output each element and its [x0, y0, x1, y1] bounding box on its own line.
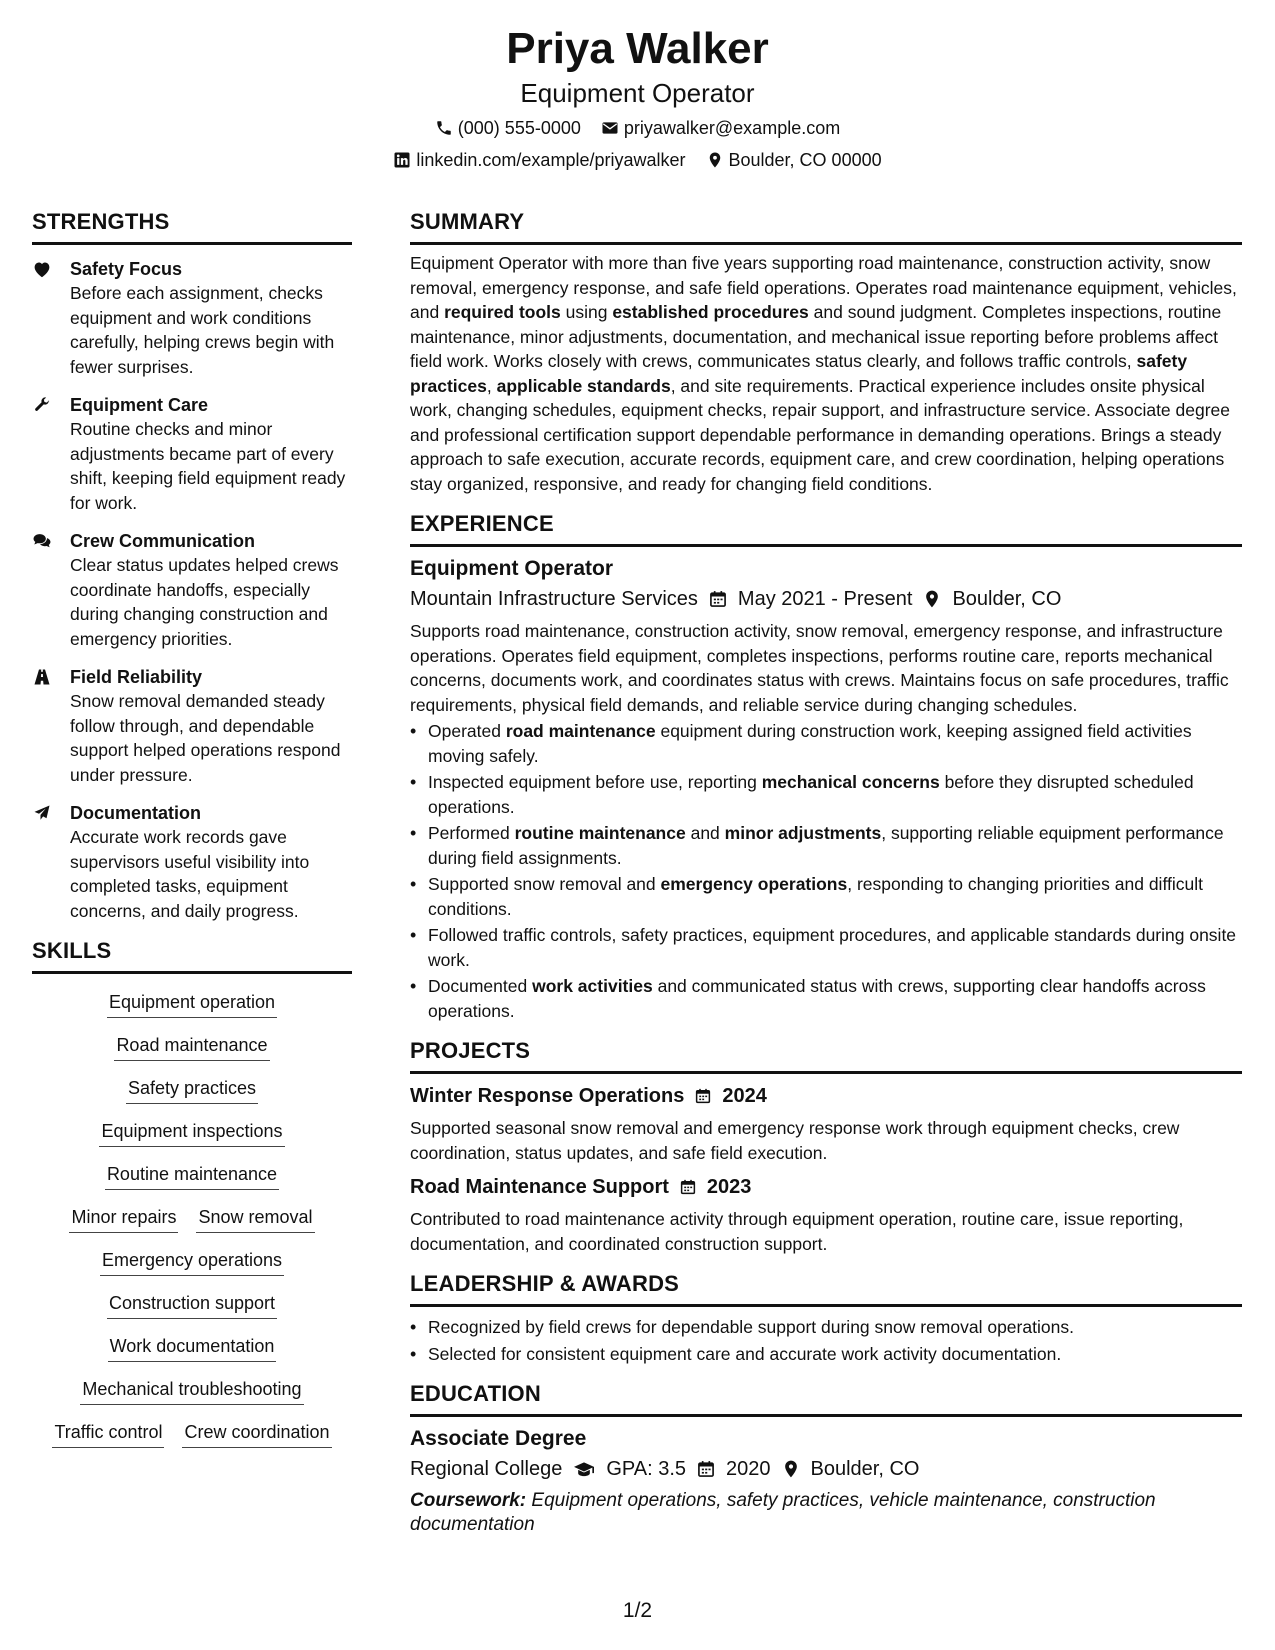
coursework-label: Coursework:: [410, 1490, 527, 1511]
job-bullet: [410, 923, 1242, 972]
project-title-row: [410, 1173, 1242, 1201]
strength-desc: Snow removal demanded steady follow through, and dependable support helped operations respond under pressure.: [70, 691, 341, 785]
text-run: ,: [486, 375, 497, 396]
email-text[interactable]: priyawalker@example.com: [623, 118, 841, 138]
project-desc: Contributed to road maintenance activity through equipment operation, routine care, issue reporting, documentation, and coordinated construction support.: [410, 1209, 1184, 1254]
strengths-section: [32, 208, 352, 923]
skill-tag: Construction support: [107, 1291, 277, 1319]
experience-divider: [410, 544, 1242, 547]
summary-divider: [410, 242, 1242, 245]
phone-icon: [435, 119, 453, 137]
strength-title: Safety Focus: [70, 259, 183, 279]
contact-location: [706, 148, 882, 172]
skill-tag: Equipment operation: [107, 990, 277, 1018]
text-run: , responding to changing priorities and difficult conditions.: [428, 874, 1203, 919]
calendar-icon: [679, 1178, 697, 1196]
summary-section: [410, 208, 1242, 496]
project-item: [410, 1082, 1242, 1165]
experience-section: [410, 510, 1242, 1023]
strengths-heading: STRENGTHS: [32, 209, 170, 234]
strength-title: Field Reliability: [70, 667, 203, 687]
skill-row: [52, 1420, 331, 1448]
strengths-divider: [32, 242, 352, 245]
contact-row-2: [0, 148, 1275, 172]
experience-heading: EXPERIENCE: [410, 511, 554, 536]
text-run: and: [685, 823, 725, 843]
leadership-divider: [410, 1304, 1242, 1307]
job-description: Supports road maintenance, construction activity, snow removal, emergency response, and infrastructure operations. Operates field equipment, completes inspections, performs routine care, reports mechanical concerns, documents work, and coordinates status with crews. Maintains focus on safe procedures, traffic requirements, physical field demands, and reliable service during changing schedules.: [410, 621, 1229, 715]
leadership-item: • Selected for consistent equipment care and accurate work activity documentation.: [410, 1342, 1242, 1367]
heart-icon: [32, 257, 56, 379]
skill-tag: Routine maintenance: [105, 1162, 279, 1190]
phone-text: (000) 555-0000: [457, 118, 581, 138]
strength-desc: Routine checks and minor adjustments became part of every shift, keeping field equipment ready for work.: [70, 419, 346, 513]
skill-tag: Emergency operations: [100, 1248, 284, 1276]
projects-heading: PROJECTS: [410, 1038, 531, 1063]
paper-plane-icon: [32, 801, 56, 923]
skill-row: [99, 1119, 284, 1147]
skill-row: [114, 1033, 269, 1061]
linkedin-text[interactable]: linkedin.com/example/priyawalker: [416, 150, 686, 170]
skills-list: [32, 990, 352, 1463]
right-column: [410, 208, 1242, 1537]
resume-header: [0, 22, 1275, 172]
contact-row-1: [0, 116, 1275, 140]
text-run: Equipment Operator with more than five years supporting road maintenance, construction activity, snow removal, emergency response, and safe field operations. Operates road maintenance equipment, vehicles, and: [410, 253, 1237, 322]
skill-tag: Mechanical troubleshooting: [80, 1377, 303, 1405]
strength-desc: Before each assignment, checks equipment and work conditions carefully, helping crews begin with fewer surprises.: [70, 283, 335, 377]
job-bullets: [410, 719, 1242, 1023]
map-pin-icon: [706, 151, 724, 169]
calendar-icon: [708, 589, 728, 609]
skill-row: [69, 1205, 314, 1233]
text-run: Operated: [428, 721, 506, 741]
job-bullet: [410, 770, 1242, 819]
calendar-icon: [694, 1087, 712, 1105]
left-column: [32, 208, 352, 1463]
candidate-title: Equipment Operator: [520, 78, 755, 108]
strength-item: [32, 257, 352, 379]
bold-text: mechanical concerns: [761, 772, 940, 792]
text-run: , supporting reliable equipment performance during field assignments.: [428, 823, 1224, 868]
strength-title: Documentation: [70, 803, 202, 823]
page-number: 1/2: [622, 1599, 653, 1622]
project-item: [410, 1173, 1242, 1256]
graduation-cap-icon: [572, 1459, 596, 1479]
bold-text: safety practices: [410, 351, 1188, 396]
job-title: Equipment Operator: [410, 557, 614, 580]
project-year: 2024: [722, 1085, 767, 1107]
text-run: Supported snow removal and: [428, 874, 661, 894]
job-dates: May 2021 - Present: [737, 588, 913, 610]
leadership-heading: LEADERSHIP & AWARDS: [410, 1271, 680, 1296]
contact-phone: [435, 116, 581, 140]
text-run: equipment during construction work, keeping assigned field activities moving safely.: [428, 721, 1192, 766]
school-name: Regional College: [410, 1458, 563, 1480]
road-icon: [32, 665, 56, 787]
job-bullet: [410, 872, 1242, 921]
text-run: , and site requirements. Practical experience includes onsite physical work, changing schedules, equipment checks, repair support, and infrastructure service. Associate degree and professional certification support dependable performance in demanding operations. Brings a steady approach to safe execution, accurate records, equipment care, and crew coordination, helping operations stay organized, responsive, and ready for changing field conditions.: [410, 375, 1231, 494]
contact-linkedin[interactable]: [393, 148, 685, 172]
envelope-icon: [601, 119, 619, 137]
degree-title: Associate Degree: [410, 1427, 587, 1450]
map-pin-icon: [922, 589, 942, 609]
linkedin-icon: [393, 151, 411, 169]
text-run: Followed traffic controls, safety practices, equipment procedures, and applicable standards during onsite work.: [428, 925, 1237, 970]
bold-text: applicable standards: [496, 375, 671, 396]
project-desc: Supported seasonal snow removal and emergency response work through equipment checks, crew coordination, status updates, and safe field execution.: [410, 1118, 1180, 1163]
text-run: Inspected equipment before use, reporting: [428, 772, 762, 792]
candidate-name: Priya Walker: [506, 24, 769, 73]
skill-tag: Road maintenance: [114, 1033, 269, 1061]
skill-tag: Equipment inspections: [99, 1119, 284, 1147]
coursework-text: Equipment operations, safety practices, vehicle maintenance, construction documentation: [410, 1490, 1156, 1535]
skill-tag: Safety practices: [126, 1076, 258, 1104]
bold-text: emergency operations: [660, 874, 848, 894]
bold-text: minor adjustments: [724, 823, 882, 843]
bold-text: required tools: [444, 302, 561, 322]
skills-heading: SKILLS: [32, 938, 112, 963]
skill-row: [126, 1076, 258, 1104]
project-title-row: [410, 1082, 1242, 1110]
job-location: Boulder, CO: [952, 588, 1062, 610]
education-year: 2020: [726, 1458, 771, 1480]
skill-row: [100, 1248, 284, 1276]
strength-desc: Clear status updates helped crews coordinate handoffs, especially during changing construction and emergency priorities.: [70, 555, 339, 649]
leadership-item: • Recognized by field crews for dependable support during snow removal operations.: [410, 1315, 1242, 1340]
gpa-text: GPA: 3.5: [606, 1458, 686, 1480]
chat-icon: [32, 529, 56, 651]
strength-item: [32, 529, 352, 651]
text-run: and communicated status with crews, supporting clear handoffs across operations.: [428, 976, 1206, 1021]
project-title: Road Maintenance Support: [410, 1176, 669, 1198]
projects-divider: [410, 1071, 1242, 1074]
strength-title: Crew Communication: [70, 531, 256, 551]
skill-tag: Snow removal: [196, 1205, 314, 1233]
text-run: Performed: [428, 823, 515, 843]
calendar-icon: [696, 1459, 716, 1479]
strength-title: Equipment Care: [70, 395, 209, 415]
location-text: Boulder, CO 00000: [728, 150, 882, 170]
strength-item: [32, 801, 352, 923]
skill-row: [107, 990, 277, 1018]
skill-row: [80, 1377, 303, 1405]
education-section: [410, 1380, 1242, 1537]
text-run: before they disrupted scheduled operations.: [428, 772, 1194, 817]
skills-divider: [32, 971, 352, 974]
strength-item: [32, 665, 352, 787]
strengths-list: [32, 257, 352, 923]
skill-row: [108, 1334, 277, 1362]
bold-text: work activities: [532, 976, 653, 996]
project-title: Winter Response Operations: [410, 1085, 685, 1107]
projects-section: [410, 1037, 1242, 1256]
text-run: and sound judgment. Completes inspections, routine maintenance, minor adjustments, documentation, and mechanical issue reporting before problems affect field work. Works closely with crews, communicates status clearly, and follows traffic controls,: [410, 302, 1222, 371]
bold-text: established procedures: [612, 302, 809, 322]
company-name: Mountain Infrastructure Services: [410, 588, 698, 610]
skill-tag: Crew coordination: [182, 1420, 331, 1448]
skills-section: [32, 937, 352, 1463]
leadership-bullets: [410, 1315, 1242, 1366]
education-divider: [410, 1414, 1242, 1417]
job-bullet: [410, 821, 1242, 870]
skill-tag: Minor repairs: [69, 1205, 178, 1233]
contact-email[interactable]: [601, 116, 840, 140]
skill-tag: Work documentation: [108, 1334, 277, 1362]
strength-item: [32, 393, 352, 515]
job-bullet: [410, 974, 1242, 1023]
map-pin-icon: [781, 1459, 801, 1479]
education-location: Boulder, CO: [810, 1458, 920, 1480]
strength-desc: Accurate work records gave supervisors useful visibility into completed tasks, equipment concerns, and daily progress.: [70, 827, 310, 921]
project-year: 2023: [706, 1176, 752, 1198]
skill-tag: Traffic control: [52, 1420, 164, 1448]
education-heading: EDUCATION: [410, 1381, 541, 1406]
text-run: Documented: [428, 976, 533, 996]
coursework: [410, 1489, 1242, 1537]
summary-heading: SUMMARY: [410, 209, 525, 234]
skill-row: [105, 1162, 279, 1190]
wrench-icon: [32, 393, 56, 515]
bold-text: road maintenance: [505, 721, 656, 741]
text-run: using: [560, 302, 613, 322]
summary-text: [410, 251, 1242, 496]
job-bullet: [410, 719, 1242, 768]
skill-row: [107, 1291, 277, 1319]
bold-text: routine maintenance: [514, 823, 686, 843]
leadership-section: [410, 1270, 1242, 1366]
job-meta: [410, 585, 1242, 613]
education-meta: [410, 1455, 1242, 1483]
